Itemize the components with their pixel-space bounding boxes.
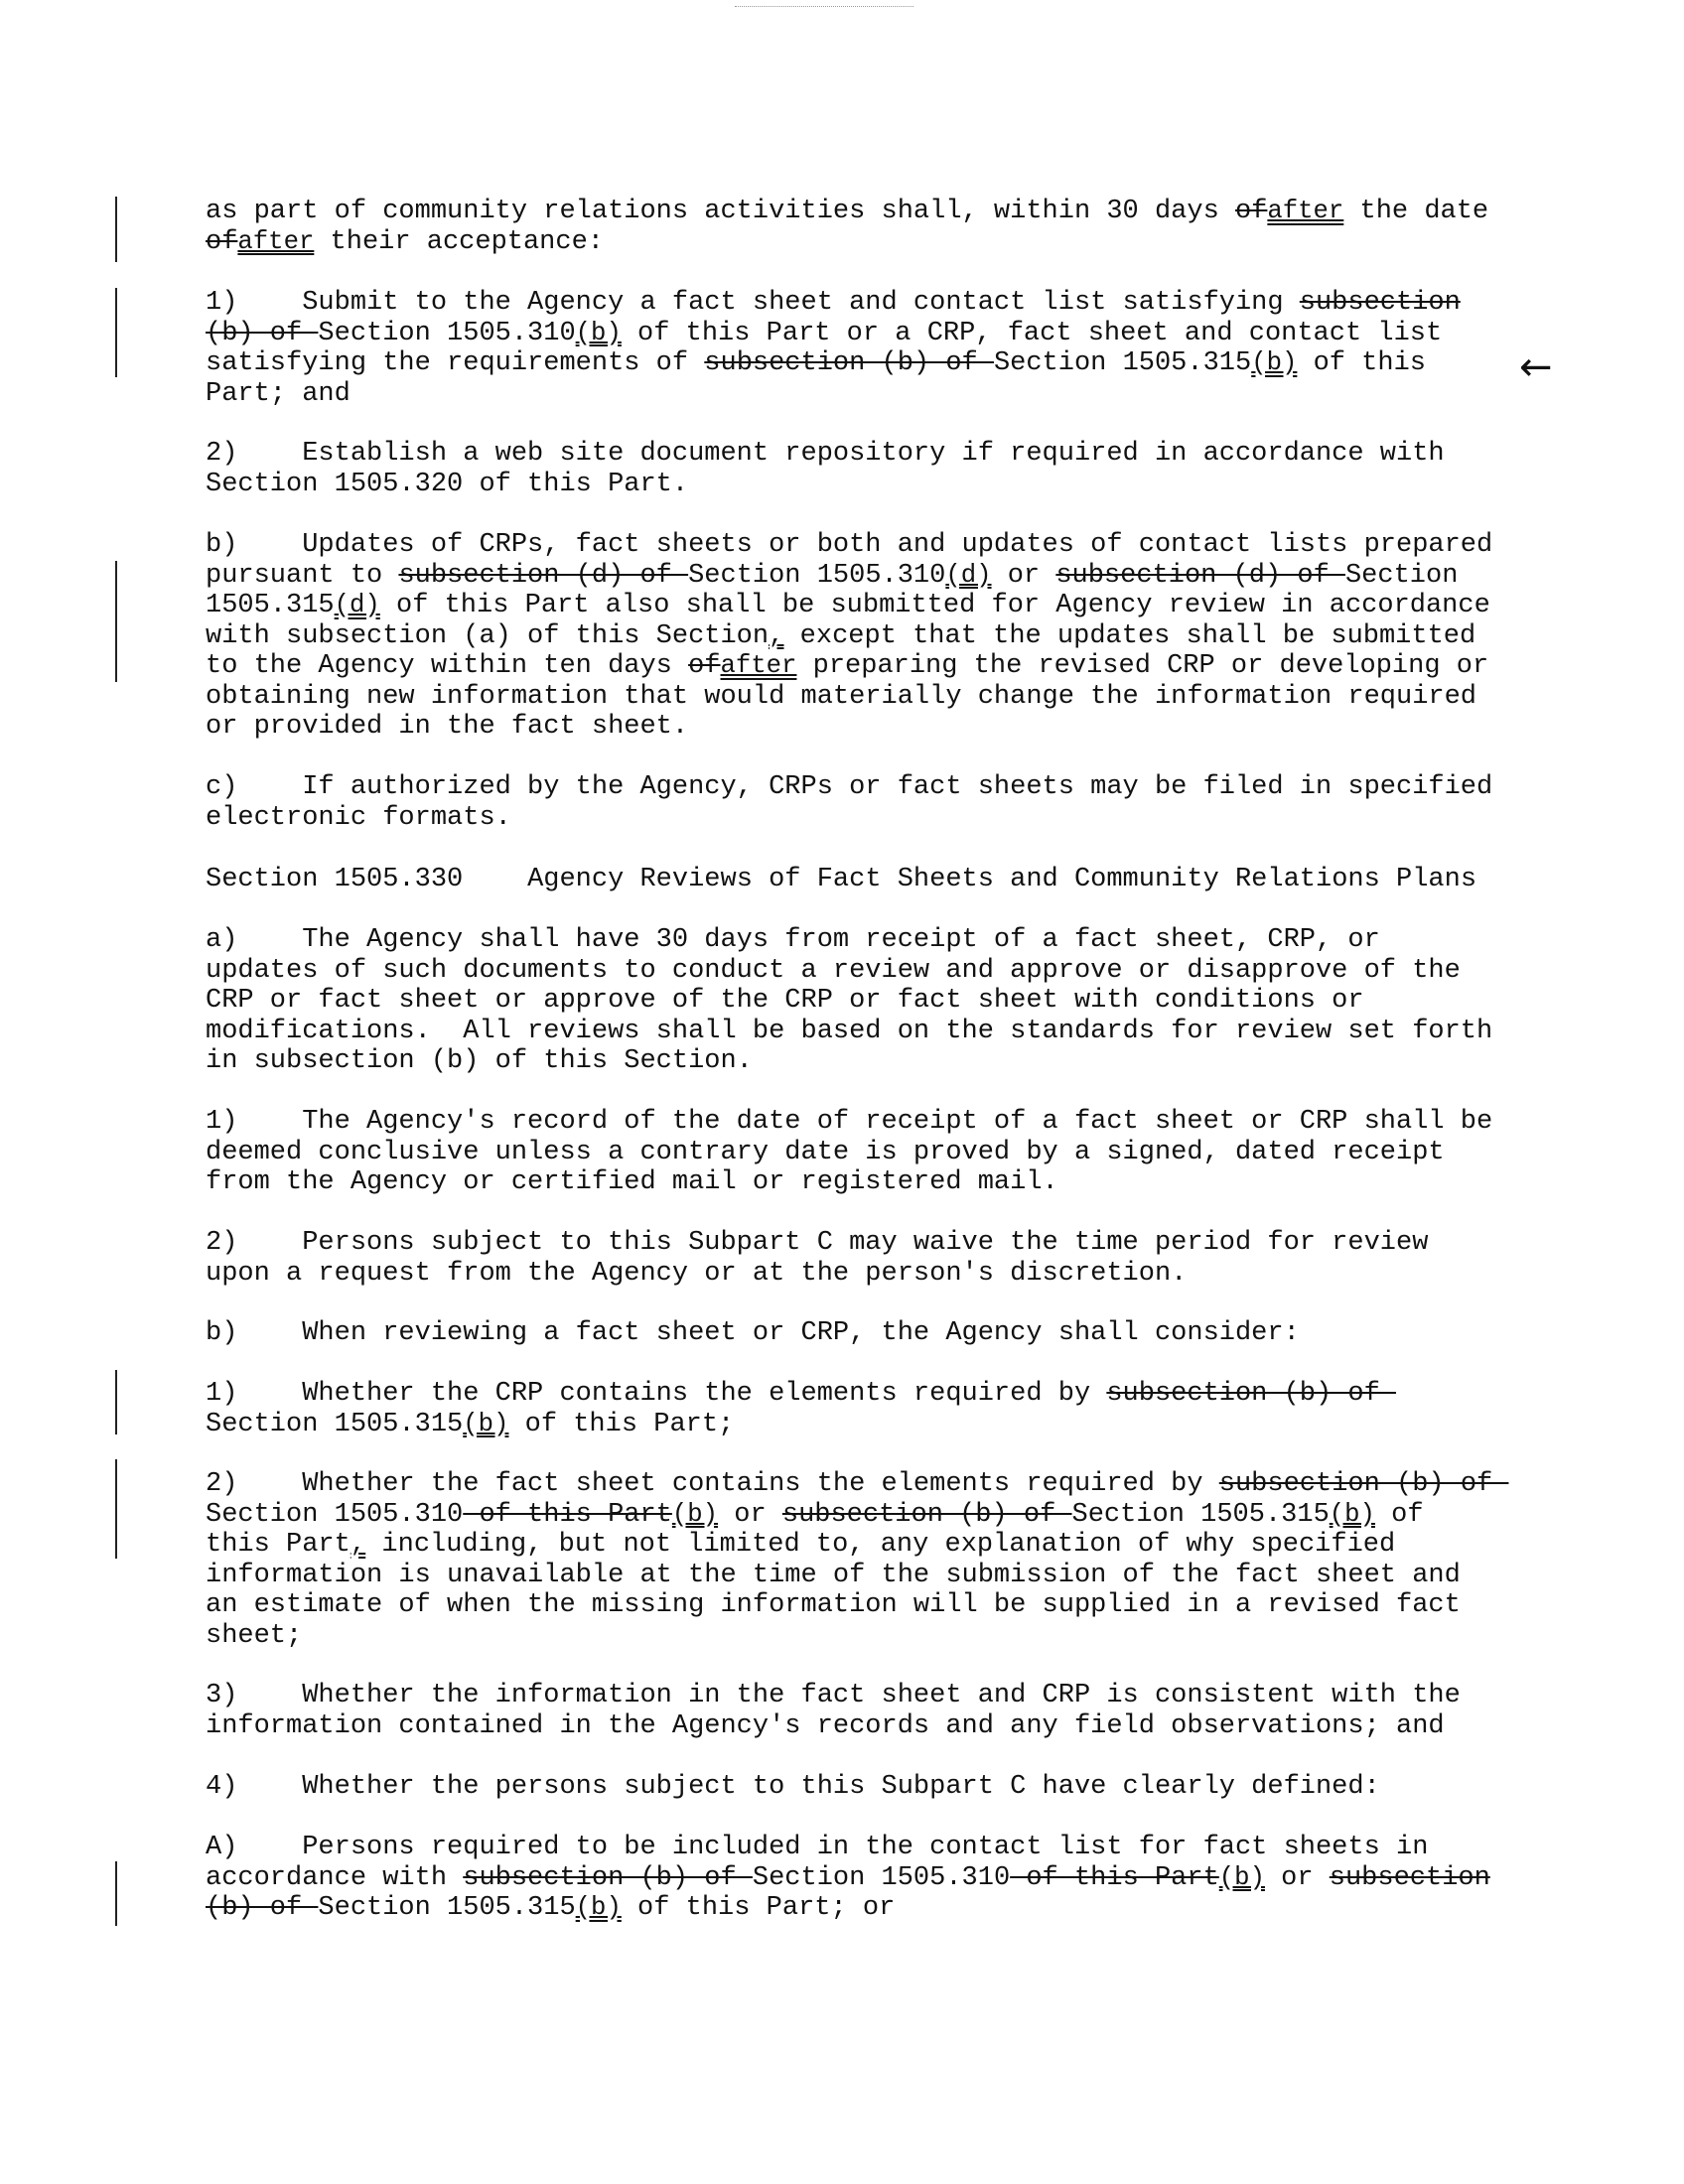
- text: 1) The Agency's record of the date of receipt of a fact sheet or CRP shall be: [206, 1107, 1493, 1137]
- text: of this Part or a CRP, fact sheet and contact list: [621, 318, 1443, 348]
- inserted-text: (b): [1251, 348, 1298, 377]
- text: Section 1505.315: [206, 1409, 464, 1439]
- deleted-text: (b) of: [206, 318, 319, 348]
- text: their acceptance:: [314, 226, 604, 257]
- text: updates of such documents to conduct a review and approve or disapprove of the: [206, 955, 1461, 986]
- text: of this Part also shall be submitted for Agency review in accordance: [379, 591, 1490, 620]
- text: 2) Establish a web site document repository if required in accordance with: [206, 439, 1445, 469]
- text: Section 1505.320 of this Part.: [206, 469, 689, 499]
- paragraph-1-crp-elements: [206, 1379, 1546, 1439]
- text: to the Agency within ten days: [206, 651, 689, 681]
- text: in subsection (b) of this Section.: [206, 1046, 753, 1076]
- revision-bar: [115, 1370, 117, 1434]
- paragraph-A-contact-list: [206, 1833, 1546, 1924]
- section-title: Agency Reviews of Fact Sheets and Community Relations Plans: [527, 865, 1477, 894]
- deleted-text: of: [1234, 197, 1268, 226]
- text: except that the updates shall be submitted: [783, 620, 1476, 651]
- text: or: [1264, 1862, 1330, 1893]
- text: electronic formats.: [206, 802, 511, 833]
- text: c) If authorized by the Agency, CRPs or fact sheets may be filed in specified: [206, 772, 1493, 802]
- deleted-text: subsection (b) of: [1106, 1379, 1397, 1409]
- deleted-text: of this Part: [1010, 1862, 1219, 1893]
- paragraph-3-consistency: [206, 1681, 1546, 1741]
- paragraph-2-waive: [206, 1228, 1546, 1289]
- text: preparing the revised CRP or developing or: [796, 651, 1489, 681]
- inserted-text: after: [720, 651, 797, 680]
- text: Section 1505.315: [318, 1893, 576, 1923]
- revision-bar: [115, 288, 117, 377]
- revision-bar: [115, 561, 117, 682]
- text: accordance with: [206, 1862, 464, 1893]
- deleted-text: subsection (b) of: [704, 348, 994, 378]
- text: or provided in the fact sheet.: [206, 712, 689, 742]
- deleted-text: subsection (d) of: [398, 560, 689, 591]
- revision-bar: [115, 1861, 117, 1926]
- inserted-text: ,: [350, 1530, 366, 1559]
- text: 1) Whether the CRP contains the elements required by: [206, 1379, 1107, 1409]
- section-heading: [206, 865, 1546, 895]
- text: Section 1505.310: [752, 1862, 1011, 1893]
- text: Section: [1344, 560, 1459, 591]
- deleted-text: of: [206, 226, 238, 257]
- text: deemed conclusive unless a contrary date is proved by a signed, dated receipt: [206, 1137, 1445, 1167]
- text: Part; and: [206, 378, 351, 409]
- text: Section 1505.310: [206, 1499, 464, 1530]
- text: sheet;: [206, 1620, 303, 1651]
- deleted-text: subsection: [1329, 1862, 1490, 1893]
- text: b) Updates of CRPs, fact sheets or both and updates of contact lists prepared: [206, 530, 1493, 560]
- text: information contained in the Agency's records and any field observations; and: [206, 1710, 1445, 1741]
- text: 1) Submit to the Agency a fact sheet and contact list satisfying: [206, 288, 1300, 318]
- paragraph-1-record: [206, 1107, 1546, 1198]
- text: 2) Whether the fact sheet contains the elements required by: [206, 1469, 1219, 1499]
- text: of: [1374, 1499, 1424, 1530]
- text: 2) Persons subject to this Subpart C may waive the time period for review: [206, 1228, 1429, 1258]
- paragraph-c-electronic: [206, 772, 1546, 833]
- inserted-text: after: [1267, 197, 1344, 225]
- text: modifications. All reviews shall be based on the standards for review set forth: [206, 1016, 1493, 1046]
- inserted-text: ,: [769, 620, 784, 650]
- text: CRP or fact sheet or approve of the CRP or fact sheet with conditions or: [206, 986, 1364, 1016]
- text: obtaining new information that would materially change the information required: [206, 681, 1477, 712]
- text: a) The Agency shall have 30 days from receipt of a fact sheet, CRP, or: [206, 925, 1380, 955]
- revision-bar: [115, 197, 117, 262]
- inserted-text: (b): [1329, 1499, 1375, 1529]
- text: including, but not limited to, any explanation of why specified: [365, 1530, 1396, 1560]
- text: upon a request from the Agency or at the person's discretion.: [206, 1258, 1188, 1289]
- text: with subsection (a) of this Section: [206, 620, 770, 651]
- deleted-text: subsection (b) of: [1218, 1469, 1509, 1499]
- text: 3) Whether the information in the fact sheet and CRP is consistent with the: [206, 1681, 1461, 1710]
- section-number: Section 1505.330: [206, 865, 464, 894]
- deleted-text: subsection (b) of: [781, 1499, 1072, 1530]
- text: the date: [1343, 197, 1489, 226]
- text: b) When reviewing a fact sheet or CRP, the Agency shall consider:: [206, 1318, 1300, 1348]
- revision-bar: [115, 1459, 117, 1559]
- text: this Part: [206, 1530, 351, 1560]
- inserted-text: (d): [334, 591, 380, 619]
- paragraph-2-fact-sheet-elements: [206, 1469, 1546, 1651]
- text: or: [718, 1499, 782, 1530]
- inserted-text: (b): [1218, 1862, 1265, 1892]
- text: Section 1505.315: [1071, 1499, 1330, 1530]
- inserted-text: after: [237, 226, 315, 256]
- text: of this Part; or: [621, 1893, 896, 1923]
- text: an estimate of when the missing information will be supplied in a revised fact: [206, 1590, 1461, 1620]
- deleted-text: of this Part: [463, 1499, 672, 1530]
- inserted-text: (b): [575, 318, 622, 347]
- paragraph-a-review: [206, 925, 1546, 1077]
- deleted-text: of: [688, 651, 721, 681]
- paragraph-intro: [206, 197, 1546, 257]
- inserted-text: (b): [671, 1499, 719, 1529]
- text: as part of community relations activities shall, within 30 days: [206, 197, 1235, 226]
- margin-arrow-icon: ←: [1519, 344, 1553, 390]
- paragraph-2-repository: [206, 439, 1546, 499]
- scan-artifact: [735, 6, 913, 7]
- paragraph-4-defined: [206, 1772, 1546, 1803]
- paragraph-b-consider: [206, 1318, 1546, 1349]
- deleted-text: subsection (b) of: [463, 1862, 753, 1893]
- text: of this Part;: [508, 1409, 735, 1439]
- deleted-text: (b) of: [206, 1893, 319, 1923]
- text: satisfying the requirements of: [206, 348, 705, 378]
- inserted-text: (b): [575, 1893, 622, 1922]
- text: or: [991, 560, 1056, 591]
- text: of this: [1297, 348, 1426, 378]
- text: Section 1505.310: [688, 560, 946, 591]
- deleted-text: subsection (d) of: [1055, 560, 1345, 591]
- text: Section 1505.310: [318, 318, 576, 348]
- text: A) Persons required to be included in the contact list for fact sheets in: [206, 1833, 1429, 1862]
- inserted-text: (b): [463, 1409, 509, 1438]
- text: pursuant to: [206, 560, 399, 591]
- inserted-text: (d): [945, 560, 992, 590]
- paragraph-1-submit: [206, 288, 1546, 409]
- text: 4) Whether the persons subject to this Subpart C have clearly defined:: [206, 1772, 1380, 1802]
- text: 1505.315: [206, 591, 335, 620]
- deleted-text: subsection: [1299, 288, 1461, 318]
- text: information is unavailable at the time of the submission of the fact sheet and: [206, 1560, 1461, 1590]
- text: from the Agency or certified mail or registered mail.: [206, 1167, 1058, 1197]
- paragraph-b-updates: [206, 530, 1546, 743]
- text: Section 1505.315: [993, 348, 1252, 378]
